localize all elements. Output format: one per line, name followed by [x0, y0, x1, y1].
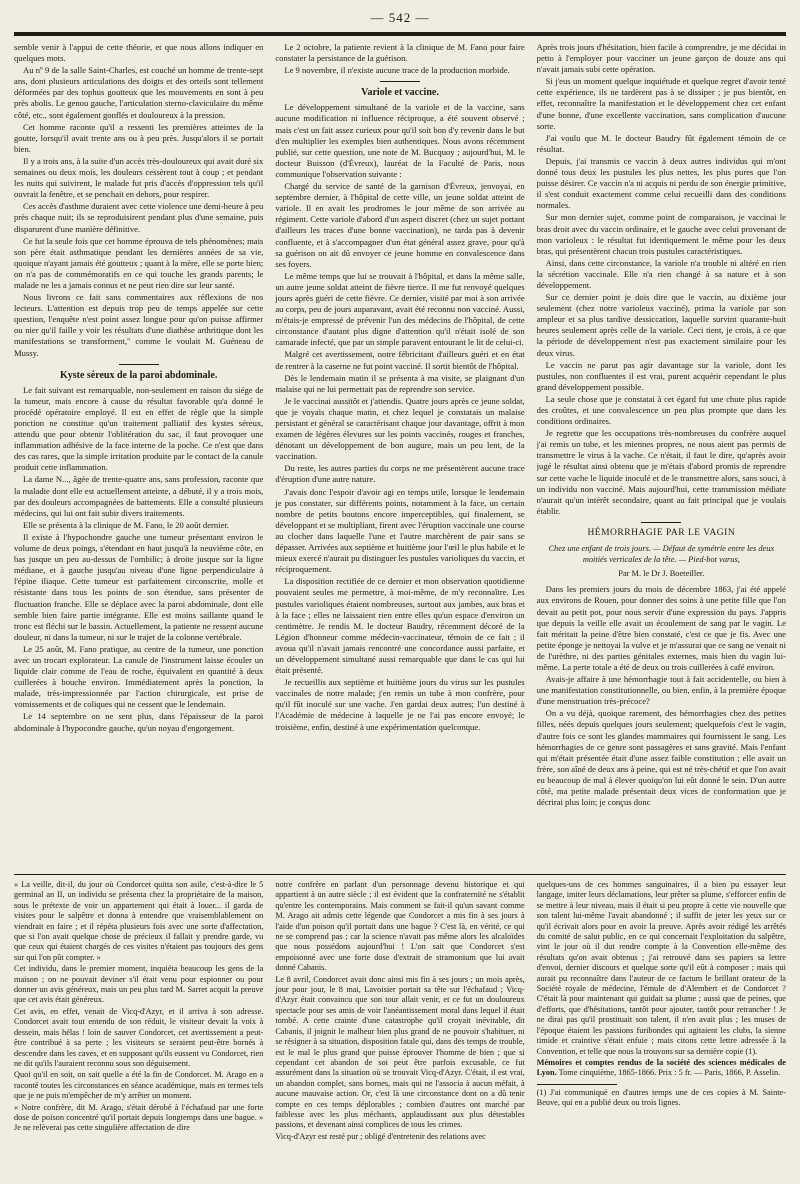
paragraph: « La veille, dit-il, du jour où Condorcet quitta son asile, c'est-à-dire le 5 germinal an II, un individu se présenta chez la propriétaire de la maison, sous le prétexte de voir un appartement qui était à louer... il garda de visites pour le salpêtre et donna à entendre que vraisemblablement on viendrait en faire ; et il répéta plusieurs fois avec une sorte d'affectation, que si l'on avait quelque chose de précieux il fallait y prendre garde, vu que ceux qui étaient chargés de ces visites n'étaient pas toujours des gens sur qui l'on pût compter. »: [14, 880, 264, 962]
footnote: (1) J'ai communiqué en d'autres temps une de ces copies à M. Sainte-Beuve, qui en a publié deux ou trois lignes.: [536, 1087, 786, 1108]
paragraph: Cet avis, en effet, venait de Vicq-d'Azyr, et il arriva à son adresse. Condorcet avait tout entendu de son réduit, le visiteur devait la voix à dessein, mais hélas ! loin de sauver Condorcet, cet avertissement a peut-être contribué à sa perte ; les visiteurs se seraient peut-être bornés à descendre dans les caves, et en supposant qu'ils eussent vu Condorcet, rien ne dit qu'ils l'auraient reconnu sous son déguisement.: [14, 1006, 264, 1068]
paragraph: La disposition rectifiée de ce dernier et mon observation quotidienne pouvaient seules me permettre, à moi-même, de m'y reconnaître. Les pustules varioliques étaient nombreuses, surtout aux jambes, aux bras et à la face ; elles ne laissaient rien entre elles qu'un espace d'environ un centimètre. Je rendis M. le docteur Baudry, récemment décoré de la Légion d'honneur comme médecin-vaccinateur, témoin de ce fait ; il avoua qu'il n'avait jamais rencontré une concordance aussi parfaite, et un développement simultané aussi remarquable que dans le cas qui lui était présenté.: [275, 576, 525, 676]
feuilleton-columns: [14, 880, 786, 1180]
paragraph: quelques-uns de ces hommes sanguinaires, il a bien pu essayer leur langage, imiter leurs déclamations, leur prêter sa plume, s'efforcer enfin de se mettre à leur niveau, mais il était si peu propre à cette vie nouvelle que son talent lui-même l'avait abandonné ; il suffit de jeter les yeux sur ce qu'il écrivait alors pour en avoir la preuve. Après avoir rédigé les arrêtés du comité de salut public, en ce qui concernait l'exploitation du salpêtre, vint le jour où il dut rendre compte à la Convention elle-même des résultats qu'on avait obtenus ; j'ai retrouvé dans ses papiers sa lettre d'envoi, dernier discours et quelque sorte qu'il eût à composer ; mais qui aurait pu reconnaître dans l'auteur de ce factum le brillant orateur de la Société royale de médecine, l'émule de d'Alembert et de Condorcet ? C'était là pour maintenant qui guidait sa plume ; aussi que de peines, que d'efforts, que d'hésitations, tantôt pour ajouter, tantôt pour retrancher ! Je ne dirai pas qu'il prostituait son talent, il n'en avait plus ; les muses de l'époque étaient les passions furibondes qui agitaient les clubs, la sienne timide et craintive s'était enfuie ; mais citons cette lettre adressée à la Convention, et telle que nous la trouvons sur sa dernière copie (1).: [536, 880, 786, 1056]
paragraph: Le fait suivant est remarquable, non-seulement en raison du siége de la tumeur, mais encore à cause du résultat favorable qu'a donné le procédé opératoire employé. Il est en effet de règle que la simple ponction ne constitue qu'un traitement palliatif des kystes séreux, attendu que pour obtenir l'oblitération du sac, il faut provoquer une inflammation adhésive de la face interne de la poche. Ce n'est que dans des cas rares, que la simple irritation produite par le contact de la canule produit cette inflammation.: [14, 384, 264, 473]
paragraph: Je regrette que les occupations très-nombreuses du confrère auquel j'ai remis un tube, et les miennes propres, ne nous aient pas permis de transmettre le virus à la vache. Ce n'était, il faut le dire, qu'après avoir jugé le résultat ainsi obtenu que je m'étais d'abord promis de reprendre sur cette vache le liquide inoculé et de le transmettre alors, sans souci, à un individu non vacciné. Mais aujourd'hui, cette transmission médiate n'aurait qu'un intérêt secondaire, quant au fait principal que je voulais établir.: [536, 428, 786, 516]
column-3: [537, 42, 786, 868]
paragraph: Le développement simultané de la variole et de la vaccine, sans aucune modification ni influence réciproque, a été souvent observé ; mais c'est un fait assez curieux pour qu'il soit bon d'y revenir dans le but d'en multiplier les exemples bien authentiques. Nous avons récemment publié, sur cette question, une note de M. Bucquoy ; aujourd'hui, M. le docteur Buisson (d'Évreux), lauréat de la Faculté de Paris, nous communique l'observation suivante :: [275, 102, 525, 179]
paragraph: Le 9 novembre, il n'existe aucune trace de la production morbide.: [284, 65, 510, 76]
paragraph: Elle se présenta à la clinique de M. Fano, le 20 août dernier.: [23, 519, 229, 530]
separator: [119, 364, 159, 365]
paragraph: Dans les premiers jours du mois de décembre 1863, j'ai été appelé aux environs de Rouen, pour donner des soins à une petite fille que l'on devait au petit pot, pour nous servir d'une expression du pays. J'appris que depuis la veille elle avait un écoulement de sang par le vagin. Le fait méritait la peine d'être bien constaté, c'est ce que je fis. Avec une petite éponge je nettoyai la vulve et je m'assurai que ce sang ne venait ni de l'urèthre, ni des parties génitales externes, mais bien du vagin lui-même. La perte totale a été de deux ou trois cuillerées à café environ.: [536, 584, 786, 672]
section-title: HÉMORRHAGIE PAR LE VAGIN: [587, 527, 736, 538]
paragraph: Il existe à l'hypochondre gauche une tumeur présentant environ le volume de deux poings, s'étendant en haut jusqu'à la neuvième côte, en bas jusque un peu au-dessus de l'ombilic; à droite jusque sur la ligne médiane, et à gauche jusqu'au niveau d'une ligne perpendiculaire à l'épine iliaque. Cette tumeur est parfaitement circonscrite, molle et résistante dans tous les points de son étendue, sans présenter de fluctuation franche. Elle se déplace avec la paroi abdominale, dont elle semble bien faire partie intégrante. Elle est moins saillante quand le tronc est fléchi sur le bassin. Actuellement, la patiente ne ressent aucune douleur, ni dans la tumeur, ni sur le trajet de la colonne vertébrale.: [14, 531, 264, 642]
paragraph: Avais-je affaire à une hémorrhagie tout à fait accidentelle, ou bien à une manifestation constitutionnelle, ou bien, enfin, à la première époque d'une menstruation très-précoce?: [536, 674, 786, 707]
paragraph: Dès le lendemain matin il se présenta à ma visite, se plaignant d'un malaise qui ne lui permettait pas de reprendre son service.: [275, 372, 525, 394]
lower-column-3: [537, 880, 786, 1180]
lower-column-1: [14, 880, 263, 1180]
header-rule: [14, 32, 786, 36]
paragraph: On a vu déjà, quoique rarement, des hémorrhagies chez des petites filles, néés depuis quelques jours seulement; quelquefois c'est le vagin, d'autre fois ce sont les glandes mammaires qui fournissent le sang. Les hémorrhagies de ce genre sont passagères et sans gravité. Mais l'enfant qui m'était présentée était d'une assez faible constitution ; elle avait un frère, son aîné de deux ans à peine, qui est né très-chétif et que l'on avait eu beaucoup de mal à élever quoiqu'on lui eût donné le sein. D'un autre côté, ma petite malade présentait deux vices de conformation que je décrirai plus loin; je conçus donc: [536, 708, 786, 808]
page-number: — 542 —: [370, 10, 430, 25]
paragraph: Le 25 août, M. Fano pratique, au centre de la tumeur, une ponction avec un trocart explorateur. La canule de l'instrument laisse écouler un liquide clair comme de l'eau de roche, équivalent en quantité à deux cuillerées à bouche environ. Immédiatement après la ponction, la malade, très-impressionnée par l'action chirurgicale, est prise de vomissements et de coliques qui ne cessent que le lendemain.: [14, 643, 264, 710]
paragraph: Ces accès d'asthme duraient avec cette violence une demi-heure à peu près chaque nuit; ils se reproduisirent pendant plus d'une semaine, puis disparurent d'une manière définitive.: [14, 201, 264, 234]
paragraph: Malgré cet avertissement, notre fébricitant d'ailleurs guéri et en état de rentrer à la caserne ne fut point vacciné. Il sortit bientôt de l'hôpital.: [275, 349, 525, 371]
paragraph: Au nº 9 de la salle Saint-Charles, est couché un homme de trente-sept ans, dont plusieurs articulations des doigts et des orteils sont tellement déformées par des tophus goutteux que les mouvements en sont à peu près abolis. Le genou gauche, l'articulation sterno-claviculaire du même côté, etc., sont également gonflés et douloureux à la pression.: [14, 65, 264, 120]
paragraph: Depuis, j'ai transmis ce vaccin à deux autres individus qui m'ont donné tous deux les pustules les plus nettes, les plus pures que l'on puisse désirer. Ce vaccin n'a ni acquis ni perdu de son énergie primitive, il s'est conduit exactement comme celui recueilli dans des conditions normales.: [536, 155, 786, 211]
column-1: [14, 42, 263, 868]
paragraph: Le même temps que lui se trouvait à l'hôpital, et dans la même salle, un autre jeune soldat atteint de fièvre tierce. Il me fut renvoyé quelques jours après guéri de cette fièvre. Ce dernier, visité par moi à son arrivée au corps, peu de jours auparavant, avait été reconnu non vacciné. Aussi, m'étais-je empressé de prévenir l'un des médecins de l'hôpital, de cette circonstance d'autant plus digne d'attention qu'il n'était isolé de son camarade infecté, que par un simple paravent entourant le lit de celui-ci.: [275, 270, 525, 348]
paragraph: Chargé du service de santé de la garnison d'Évreux, jenvoyai, en septembre dernier, à l'hôpital de cette ville, un jeune soldat atteint de variole. Il en avait les prodromes le jour même de son arrivée au régiment. Cette variole d'abord d'un aspect discret (chez un sujet portant d'ailleurs les traces d'une bonne vaccination), ne tarda pas à devenir confluente, et à s'accompagner d'un état général assez grave, pour qu'à sa guérison on ait dû envoyer ce jeune homme en convalescence dans ses foyers.: [275, 181, 525, 269]
section-subtitle: Chez une enfant de trois jours. — Défaut de symétrie entre les deux moitiés verticales de la tête. — Pied-bot varus,: [548, 544, 775, 565]
paragraph: « Notre confrère, dit M. Arago, s'était dérobé à l'échafaud par une forte dose de poison concentré qu'il portait depuis longtemps dans une bague. » Je ne relèverai pas cette singulière affectation de dire: [14, 1102, 264, 1133]
paragraph: Le 8 avril, Condorcet avait donc ainsi mis fin à ses jours ; un mois après, jour pour jour, le 8 mai, Lavoisier portait sa tête sur l'échafaud ; Vicq-d'Azyr était convaincu que son tour allait venir, et ce fut un douloureux spectacle pour ses amis de voir l'anéantissement moral dans lequel il était tombé. A cette crainte d'une catastrophe qu'il croyait inévitable, dit Cabanis, il joignit le malheur bien plus grand de ne pouvoir s'habituer, ni se résigner à sa situation, disposition fatale qui, dans des temps de trouble, est le mal le plus grand que puisse éprouver l'homme de bien ; que si cependant cet abandon de soi peut être parfois excusable, ce fut assurément dans la situation où se trouvait Vicq-d'Azyr. C'était, il est vrai, un abandon complet, sans bornes, mais qui ne l'associa à aucun méfait, à aucune mauvaise action. Or, c'est là une circonstance dont on a dû tenir compte en ces temps déplorables ; combien d'autres ont marché par faiblesse avec les plus méchants, applaudissant aux plus détestables passions, et devenant ainsi complices de tous les crimes.: [275, 974, 525, 1130]
paragraph: Cet homme raconte qu'il a ressenti les premières atteintes de la goutte, lorsqu'il avait trente ans ou à peu près. Jusqu'alors il se portait bien.: [14, 121, 264, 154]
paragraph: Vicq-d'Azyr est resté pur ; obligé d'entretenir des relations avec: [275, 1131, 486, 1141]
paragraph: semble venir à l'appui de cette théorie, et que nous allons indiquer en quelques mots.: [14, 42, 264, 64]
section-title: Variole et vaccine.: [361, 87, 439, 99]
article-author: Par M. le Dr J. Boeteiller.: [618, 569, 705, 579]
column-2: [275, 42, 524, 868]
paragraph: Je le vaccinai aussitôt et j'attendis. Quatre jours après ce jeune soldat, que je voyais chaque matin, et chez lequel je constatais un malaise persistant et général se caractérisant chaque jour davantage, offrit à mon examen de légères élevures sur les points vaccinés, rouges et franches, dénotant un développement de bon augure, mais un peu lent, de la vaccination.: [275, 395, 525, 462]
bibliography-entry: [537, 1058, 786, 1079]
paragraph: Du reste, les autres parties du corps ne me présentèrent aucune trace d'éruption d'une autre nature.: [275, 463, 525, 485]
footnote-rule: [537, 1084, 617, 1085]
paragraph: Ce fut la seule fois que cet homme éprouva de tels phénomènes; mais son père était asthmatique pendant les dernières années de sa vie, quoique n'ayant jamais été goutteux ; quant à la mère, elle se porte bien; on n'a pas de commémoratifs en ce qui touche les grands parents; le malade ne les a jamais connus et ne peut rien dire sur leur santé.: [14, 235, 264, 290]
bibliography-title: Mémoires et comptes rendus de la société des sciences médicales de Lyon.: [536, 1057, 786, 1078]
separator: [641, 522, 681, 523]
paragraph: Cet individu, dans le premier moment, inquiéta beaucoup les gens de la maison ; on ne pouvait deviner s'il était venu pour espionner ou pour donner un avis généreux, mais un peu plus tard M. Sarret acquit la preuve que cet avis était généreux.: [14, 964, 264, 1005]
paragraph: Quoi qu'il en soit, on sait quelle a été la fin de Condorcet. M. Arago en a raconté toutes les circonstances en séance académique, mais en termes tels que je ne puis m'empêcher de m'y arrêter un moment.: [14, 1070, 264, 1101]
paragraph: Nous livrons ce fait sans commentaires aux réflexions de nos lecteurs. L'attention est depuis trop peu de temps appelée sur cette question, l'enquête n'est point assez longue pour qu'on puisse affirmer ou nier qu'il faille y voir les résultats d'une diathèse arthritique dont les manifestations se transforment," comme le voulait M. Guéneau de Mussy.: [14, 292, 264, 358]
paragraph: Le vaccin ne parut pas agir davantage sur la variole, dont les pustules, non confluentes il est vrai, purent acquérir cependant le plus grand développement possible.: [536, 359, 786, 392]
paragraph: Après trois jours d'hésitation, bien facile à comprendre, je me décidai in petto à l'employer pour vacciner un jeune garçon de douze ans qui n'avait jamais subi cette opération.: [536, 42, 786, 75]
paragraph: La dame N..., âgée de trente-quatre ans, sans profession, raconte que la maladie dont elle est actuellement atteinte, a débuté, il y a trois mois, par des douleurs accompagnées de battements. Elle a consulté plusieurs médecins, qui lui ont fait subir divers traitements.: [14, 474, 264, 518]
lower-column-2: [275, 880, 524, 1180]
paragraph: Je recueillis aux septième et huitième jours du virus sur les pustules vaccinales de notre malade; j'en remis un tube à mon confrère, pour qu'il fût inoculé sur une vache. J'en gardai deux autres; l'un destiné à l'Académie de médecine à laquelle je ne l'ai pas encore envoyé; le troisième, enfin, destiné à une expérimentation quelconque.: [275, 677, 525, 732]
paragraph: Sur mon dernier sujet, comme point de comparaison, je vaccinai le bras droit avec du vaccin ordinaire, et le gauche avec celui provenant de mon varioleux : le résultat fut identiquement le même pour les deux bras, qui présentèrent chacun trois pustules caractéristiques.: [536, 212, 786, 256]
paragraph: J'avais donc l'espoir d'avoir agi en temps utile, lorsque le lendemain je pus constater, sur différents points, notamment à la face, un certain nombre de petits boutons encore imperceptibles, qui finalement, se développant et se multipliant, firent avec l'éruption vaccinale une course au clocher dans laquelle l'une et l'autre marchèrent de pair sans se dépasser. Arrivées aux septième et huitième jour l'œil le plus habile et le mieux exercé n'aurait pu distinguer les pustules varioliques du vaccin, et réciproquement.: [275, 486, 525, 575]
bibliography-details: Tome cinquième, 1865-1866. Prix : 5 fr. — Paris, 1866, P. Asselin.: [558, 1068, 781, 1078]
paragraph: Ainsi, dans cette circonstance, la variole n'a trouble ni altéré en rien la sécrétion vaccinale. Elle n'a rien changé à sa nature et à son développement.: [536, 257, 786, 290]
paragraph: Le 14 septembre on ne sent plus, dans l'épaisseur de la paroi abdominale à l'hypocondre gauche, qu'un noyau d'engorgement.: [14, 711, 264, 733]
separator: [380, 81, 420, 82]
paragraph: Si j'eus un moment quelque inquiétude et quelque regret d'avoir tenté cette expérience, ils ne tardèrent pas à se dissiper ; je pus bientôt, en effet, reconnaître la manifestation et le développement chez cet enfant d'une bonne, d'une excellente vaccination, sans complication d'aucune sorte.: [536, 76, 786, 131]
feuilleton-rule: [14, 874, 786, 875]
paragraph: Le 2 octobre, la patiente revient à la clinique de M. Fano pour faire constater la persistance de la guérison.: [275, 42, 525, 64]
paragraph: La seule chose que je constatai à cet égard fut une chute plus rapide des croûtes, et une convalescence un peu plus prompte que dans les conditions ordinaires.: [536, 393, 786, 427]
section-title: Kyste séreux de la paroi abdominale.: [59, 369, 218, 381]
paragraph: J'ai voulu que M. le docteur Baudry fût également témoin de ce résultat.: [536, 132, 786, 154]
paragraph: notre confrère en parlant d'un personnage devenu historique et qui appartient à un autre siècle ; il est évident que la confraternité ne s'établit qu'entre les contemporains. Mais comment se fait-il qu'un savant comme M. Arago ait admis cette légende que Condorcet a mis fin à ses jours à l'aide d'un poison qu'il portait dans une bague ? C'est là, en vérité, ce qui ne se comprend pas ; car la science n'avait pas même alors les alcaloïdes que nous possédons aujourd'hui ! L'on sait que Condorcet s'est empoisonné avec une forte dose d'extrait de stramonium que lui avait donné Cabanis.: [275, 880, 525, 973]
main-columns: [14, 42, 786, 868]
paragraph: Il y a trois ans, à la suite d'un accès très-douloureux qui avait duré six semaines ou deux mois, les douleurs cessèrent tout à coup ; et pendant les nuits qui suivirent, le malade fut pris d'accès d'oppression tels qu'il ouvrait la fenêtre, et se penchait en dehors, pour respirer.: [14, 155, 264, 200]
paragraph: Sur ce dernier point je dois dire que le vaccin, au dixième jour seulement (chez notre varioleux vacciné), prima la variole par son ampleur et sa plus tardive dessiccation, laquelle survint quarante-huit heures seulement après celle de la variole. Ceci tient, je crois, à ce que la période de développement n'est pas exactement similaire pour les deux virus.: [536, 292, 786, 358]
